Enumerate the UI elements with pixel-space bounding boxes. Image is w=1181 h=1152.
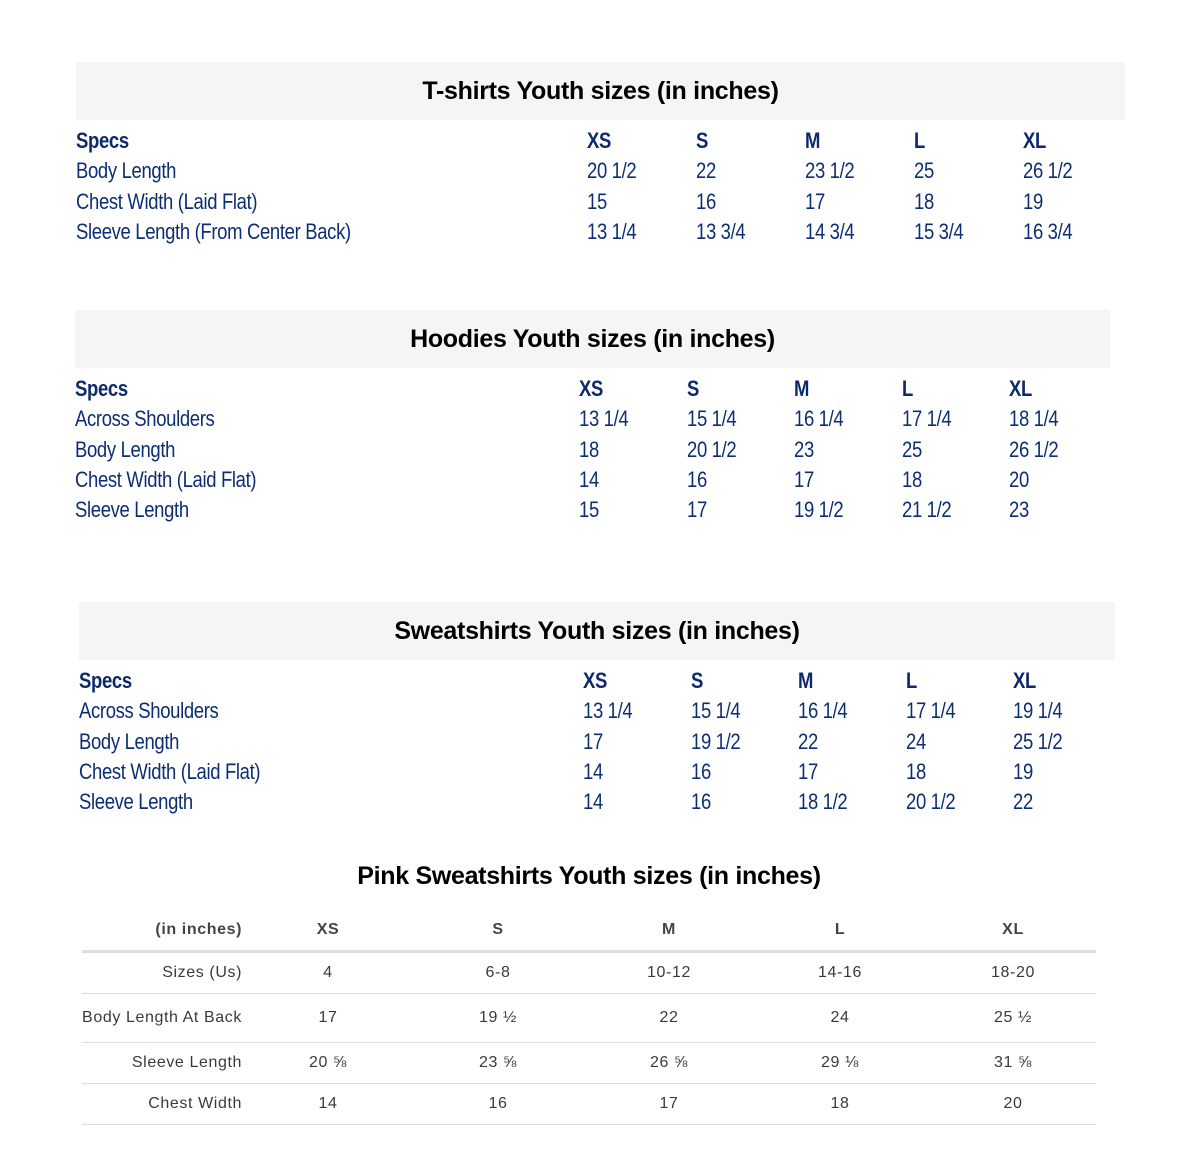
spec-value: 22 — [696, 158, 716, 184]
spec-value: 17 1/4 — [906, 698, 956, 724]
spec-label: Across Shoulders — [79, 698, 219, 724]
spec-value: 18 — [579, 436, 599, 462]
spec-label: Body Length At Back — [82, 994, 248, 1043]
spec-value: 26 ⅝ — [588, 1043, 750, 1084]
table-row — [82, 994, 1096, 1043]
spec-value: 14 — [583, 789, 603, 815]
specs-header: Specs — [76, 128, 129, 154]
spec-value: 16 1/4 — [794, 406, 844, 432]
spec-value: 4 — [248, 952, 408, 994]
pink-sweatshirts-size-table — [82, 910, 1096, 1125]
size-xl-header: XL — [930, 910, 1096, 952]
spec-value: 16 3/4 — [1023, 219, 1073, 245]
spec-label: Sleeve Length — [75, 497, 189, 523]
spec-label: Sleeve Length — [79, 789, 193, 815]
table-row — [76, 217, 1125, 247]
size-xl-header: XL — [1013, 668, 1036, 694]
spec-value: 15 1/4 — [691, 698, 741, 724]
spec-value: 10-12 — [588, 952, 750, 994]
size-l-header: L — [902, 376, 913, 402]
size-xl-header: XL — [1009, 376, 1032, 402]
spec-value: 25 ½ — [930, 994, 1096, 1043]
size-xs-header: XS — [579, 376, 603, 402]
spec-value: 18 — [906, 759, 926, 785]
spec-value: 19 1/2 — [691, 728, 741, 754]
size-l-header: L — [914, 128, 925, 154]
spec-value: 18 1/2 — [798, 789, 848, 815]
table-row — [82, 952, 1096, 994]
table-header-row — [76, 126, 1125, 156]
spec-label: Chest Width (Laid Flat) — [79, 759, 261, 785]
table-row — [75, 435, 1110, 465]
sweatshirts-spec-table — [79, 666, 1115, 817]
spec-value: 14 3/4 — [805, 219, 855, 245]
spec-value: 15 1/4 — [687, 406, 737, 432]
spec-label: Body Length — [76, 158, 177, 184]
spec-value: 18 — [750, 1084, 930, 1125]
sweatshirts-size-chart — [79, 602, 1115, 817]
spec-value: 19 ½ — [408, 994, 588, 1043]
table-row — [82, 1043, 1096, 1084]
size-l-header: L — [750, 910, 930, 952]
table-row — [79, 787, 1115, 817]
hoodies-spec-table — [75, 374, 1110, 525]
spec-label: Across Shoulders — [75, 406, 215, 432]
spec-value: 16 — [691, 759, 711, 785]
spec-value: 14-16 — [750, 952, 930, 994]
spec-value: 26 1/2 — [1009, 436, 1059, 462]
spec-value: 20 1/2 — [687, 436, 737, 462]
spec-value: 25 — [914, 158, 934, 184]
spec-label: Body Length — [79, 728, 180, 754]
spec-value: 25 — [902, 436, 922, 462]
spec-value: 18-20 — [930, 952, 1096, 994]
size-m-header: M — [794, 376, 810, 402]
spec-value: 6-8 — [408, 952, 588, 994]
spec-label: Sleeve Length (From Center Back) — [76, 219, 351, 245]
spec-value: 13 1/4 — [583, 698, 633, 724]
tshirts-spec-table — [76, 126, 1125, 247]
spec-value: 17 — [588, 1084, 750, 1125]
table-row — [75, 495, 1110, 525]
spec-value: 14 — [579, 467, 599, 493]
spec-value: 22 — [588, 994, 750, 1043]
size-s-header: S — [691, 668, 703, 694]
spec-value: 17 — [794, 467, 814, 493]
spec-value: 14 — [583, 759, 603, 785]
spec-value: 17 1/4 — [902, 406, 952, 432]
spec-value: 17 — [798, 759, 818, 785]
spec-value: 13 3/4 — [696, 219, 746, 245]
spec-value: 18 1/4 — [1009, 406, 1059, 432]
pink-sweatshirts-title: Pink Sweatshirts Youth sizes (in inches) — [357, 862, 821, 890]
size-m-header: M — [805, 128, 821, 154]
spec-value: 17 — [583, 728, 603, 754]
spec-value: 20 — [1009, 467, 1029, 493]
spec-value: 17 — [687, 497, 707, 523]
spec-value: 23 ⅝ — [408, 1043, 588, 1084]
size-s-header: S — [408, 910, 588, 952]
spec-value: 16 — [408, 1084, 588, 1125]
spec-value: 19 1/2 — [794, 497, 844, 523]
size-s-header: S — [696, 128, 708, 154]
hoodies-title: Hoodies Youth sizes (in inches) — [75, 310, 1110, 368]
table-row — [79, 727, 1115, 757]
tshirts-title: T-shirts Youth sizes (in inches) — [76, 62, 1125, 120]
spec-value: 15 — [579, 497, 599, 523]
spec-value: 20 1/2 — [906, 789, 956, 815]
table-row — [79, 696, 1115, 726]
spec-label: Chest Width (Laid Flat) — [75, 467, 257, 493]
spec-value: 25 1/2 — [1013, 728, 1063, 754]
spec-value: 16 — [691, 789, 711, 815]
spec-value: 20 — [930, 1084, 1096, 1125]
spec-label: Sizes (Us) — [82, 952, 248, 994]
spec-value: 15 — [587, 188, 607, 214]
size-m-header: M — [588, 910, 750, 952]
spec-value: 31 ⅝ — [930, 1043, 1096, 1084]
specs-header: Specs — [75, 376, 128, 402]
spec-value: 26 1/2 — [1023, 158, 1073, 184]
spec-value: 19 1/4 — [1013, 698, 1063, 724]
table-row — [76, 187, 1125, 217]
spec-value: 14 — [248, 1084, 408, 1125]
spec-value: 15 3/4 — [914, 219, 964, 245]
spec-label: Chest Width — [82, 1084, 248, 1125]
table-row — [75, 465, 1110, 495]
specs-header: Specs — [79, 668, 132, 694]
spec-value: 17 — [248, 994, 408, 1043]
spec-value: 16 1/4 — [798, 698, 848, 724]
spec-value: 16 — [696, 188, 716, 214]
spec-value: 22 — [798, 728, 818, 754]
spec-value: 22 — [1013, 789, 1033, 815]
spec-value: 23 — [1009, 497, 1029, 523]
spec-value: 23 — [794, 436, 814, 462]
spec-value: 24 — [750, 994, 930, 1043]
table-row — [75, 404, 1110, 434]
spec-value: 18 — [902, 467, 922, 493]
hoodies-size-chart — [75, 310, 1110, 525]
size-xs-header: XS — [587, 128, 611, 154]
spec-label: Chest Width (Laid Flat) — [76, 188, 258, 214]
spec-value: 21 1/2 — [902, 497, 952, 523]
size-xs-header: XS — [583, 668, 607, 694]
sweatshirts-title: Sweatshirts Youth sizes (in inches) — [79, 602, 1115, 660]
spec-value: 19 — [1023, 188, 1043, 214]
spec-value: 18 — [914, 188, 934, 214]
table-header-row — [75, 374, 1110, 404]
spec-value: 20 ⅝ — [248, 1043, 408, 1084]
table-row — [79, 757, 1115, 787]
spec-value: 29 ⅛ — [750, 1043, 930, 1084]
size-m-header: M — [798, 668, 814, 694]
size-l-header: L — [906, 668, 917, 694]
spec-value: 16 — [687, 467, 707, 493]
tshirts-size-chart — [76, 62, 1125, 247]
spec-value: 13 1/4 — [579, 406, 629, 432]
units-header: (in inches) — [82, 910, 248, 952]
spec-value: 13 1/4 — [587, 219, 637, 245]
spec-label: Sleeve Length — [82, 1043, 248, 1084]
size-xl-header: XL — [1023, 128, 1046, 154]
size-s-header: S — [687, 376, 699, 402]
table-row — [82, 1084, 1096, 1125]
table-header-row — [79, 666, 1115, 696]
spec-label: Body Length — [75, 436, 176, 462]
table-row — [76, 156, 1125, 186]
spec-value: 24 — [906, 728, 926, 754]
size-xs-header: XS — [248, 910, 408, 952]
spec-value: 23 1/2 — [805, 158, 855, 184]
spec-value: 20 1/2 — [587, 158, 637, 184]
table-header-row — [82, 910, 1096, 952]
spec-value: 19 — [1013, 759, 1033, 785]
spec-value: 17 — [805, 188, 825, 214]
